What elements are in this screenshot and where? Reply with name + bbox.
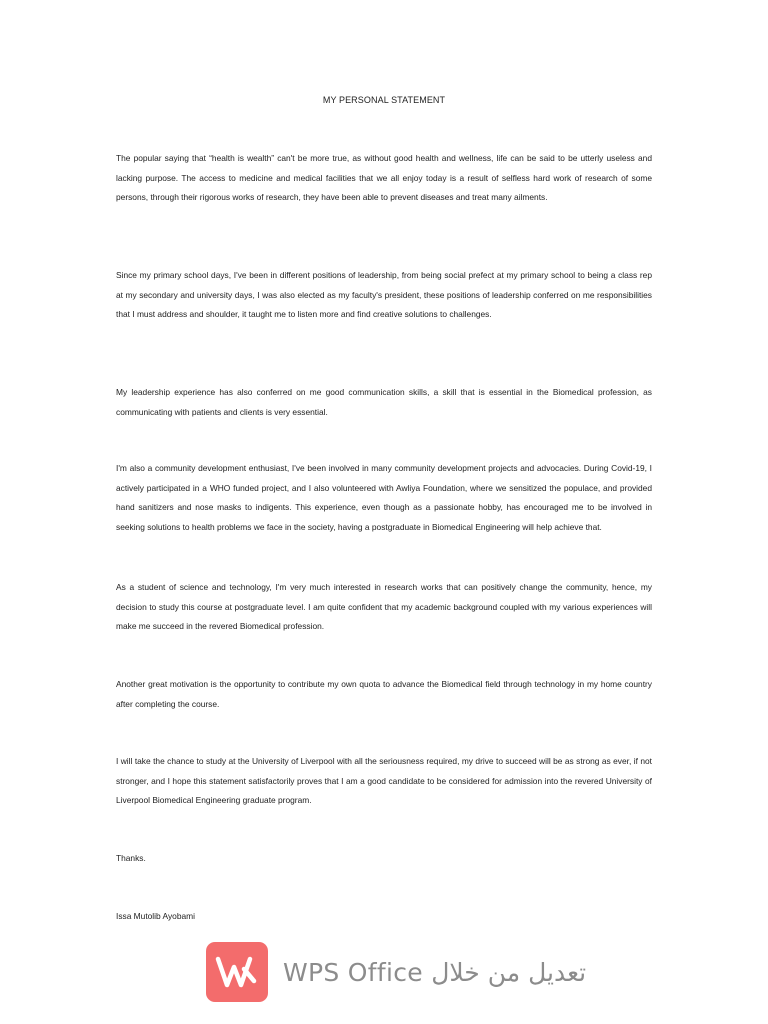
paragraph-communication-skills: My leadership experience has also conferred on me good communication skills, a skill that is essential in the Biomedical profession, as communicating with patients and clients is very essential. bbox=[116, 387, 652, 417]
watermark-text: WPS Office تعديل من خلال bbox=[283, 957, 587, 987]
paragraph-university-liverpool: I will take the chance to study at the University of Liverpool with all the seriousness required, my drive to succeed will be as strong as ever, if not stronger, and I hope this statement satisfactorily proves that I am a good candidate to be considered for admission into the revered University of Liverpool Biomedical Engineering graduate program. bbox=[116, 756, 652, 806]
document-title: MY PERSONAL STATEMENT bbox=[322, 95, 446, 105]
paragraph-leadership-positions: Since my primary school days, I've been in different positions of leadership, from being social prefect at my primary school to being a class rep at my secondary and university days, I was also elected as my faculty's president, these positions of leadership conferred on me responsibilities that I must address and shoulder, it taught me to listen more and find creative solutions to challenges. bbox=[116, 270, 652, 320]
signature-name: Issa Mutolib Ayobami bbox=[116, 911, 195, 921]
paragraph-health-is-wealth: The popular saying that “health is wealth” can't be more true, as without good health and wellness, life can be said to be utterly useless and lacking purpose. The access to medicine and medical facilities that we all enjoy today is a result of selfless hard work of research of some persons, through their rigorous works of research, they have been able to prevent diseases and treat many ailments. bbox=[116, 153, 652, 203]
paragraph-community-development: I'm also a community development enthusiast, I've been involved in many community development projects and advocacies. During Covid-19, I actively participated in a WHO funded project, and I also volunteered with Awliya Foundation, where we sensitized the populace, and provided hand sanitizers and nose masks to indigents. This experience, even though as a passionate hobby, has encouraged me to be involved in seeking solutions to health problems we face in the society, having a postgraduate in Biomedical Engineering will help achieve that. bbox=[116, 463, 652, 532]
paragraph-science-technology: As a student of science and technology, I'm very much interested in research works that can positively change the community, hence, my decision to study this course at postgraduate level. I am quite confident that my academic background coupled with my various experiences will make me succeed in the revered Biomedical profession. bbox=[116, 582, 652, 632]
wps-watermark[interactable] bbox=[206, 942, 586, 1002]
paragraph-motivation: Another great motivation is the opportunity to contribute my own quota to advance the Biomedical field through technology in my home country after completing the course. bbox=[116, 679, 652, 709]
closing-text: Thanks. bbox=[116, 853, 146, 863]
wps-office-logo-icon bbox=[206, 942, 268, 1002]
